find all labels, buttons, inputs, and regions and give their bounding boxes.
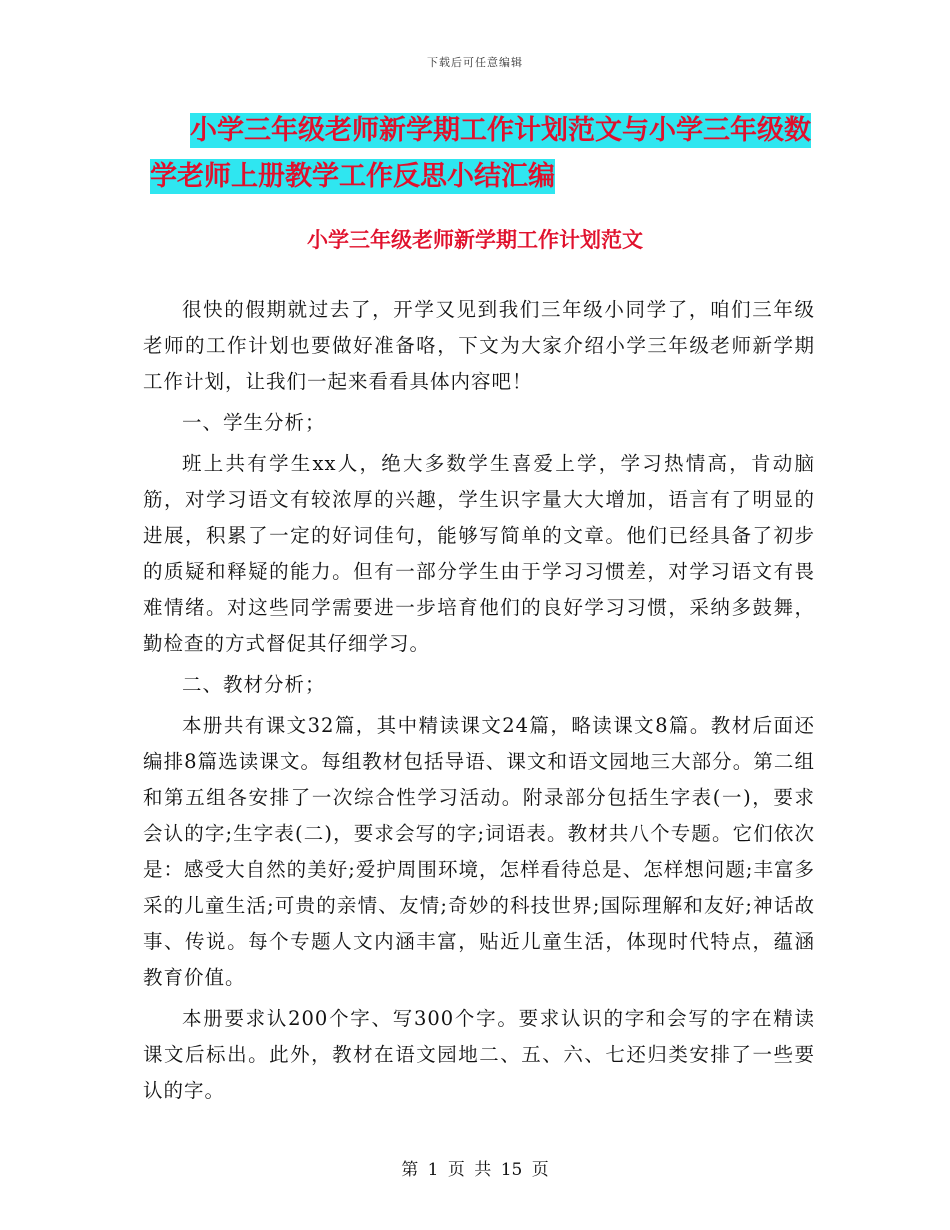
intro-paragraph: 很快的假期就过去了，开学又见到我们三年级小同学了，咱们三年级老师的工作计划也要做好准备咯，下文为大家介绍小学三年级老师新学期工作计划，让我们一起来看看具体内容吧！ [143,298,815,393]
title-line-1-text: 小学三年级老师新学期工作计划范文与小学三年级数 [190,115,811,146]
body-content [143,292,815,1114]
section-title: 小学三年级老师新学期工作计划范文 [307,228,643,252]
student-analysis-paragraph: 班上共有学生xx人，绝大多数学生喜爱上学，学习热情高，肯动脑筋，对学习语文有较浓厚的兴趣，学生识字量大大增加，语言有了明显的进展，积累了一定的好词佳句，能够写简单的文章。他们已经具备了初步的质疑和释疑的能力。但有一部分学生由于学习习惯差，对学习语文有畏难情绪。对这些同学需要进一步培育他们的良好学习习惯，采纳多鼓舞，勤检查的方式督促其仔细学习。 [143,452,815,655]
header-note: 下载后可任意编辑 [427,56,523,69]
heading-student-analysis: 一、学生分析； [182,411,326,434]
heading-textbook-analysis: 二、教材分析； [182,673,326,696]
textbook-analysis-paragraph: 本册共有课文32篇，其中精读课文24篇，略读课文8篇。教材后面还编排8篇选读课文。每组教材包括导语、课文和语文园地三大部分。第二组和第五组各安排了一次综合性学习活动。附录部分包括生字表(一)，要求会认的字;生字表(二)，要求会写的字;词语表。教材共八个专题。它们依次是：感受大自然的美好;爱护周围环境，怎样看待总是、怎样想问题;丰富多采的儿童生活;可贵的亲情、友情;奇妙的科技世界;国际理解和友好;神话故事、传说。每个专题人文内涵丰富，贴近儿童生活，体现时代特点，蕴涵教育价值。 [143,714,815,989]
title-line-2-text: 学老师上册教学工作反思小结汇编 [150,161,555,192]
document-title [150,108,850,200]
title-line-2 [150,154,850,200]
character-requirement-paragraph: 本册要求认200个字、写300个字。要求认识的字和会写的字在精读课文后标出。此外，教材在语文园地二、五、六、七还归类安排了一些要认的字。 [143,1007,815,1102]
page-footer: 第 1 页 共 15 页 [401,1160,549,1180]
title-line-1 [150,108,850,154]
